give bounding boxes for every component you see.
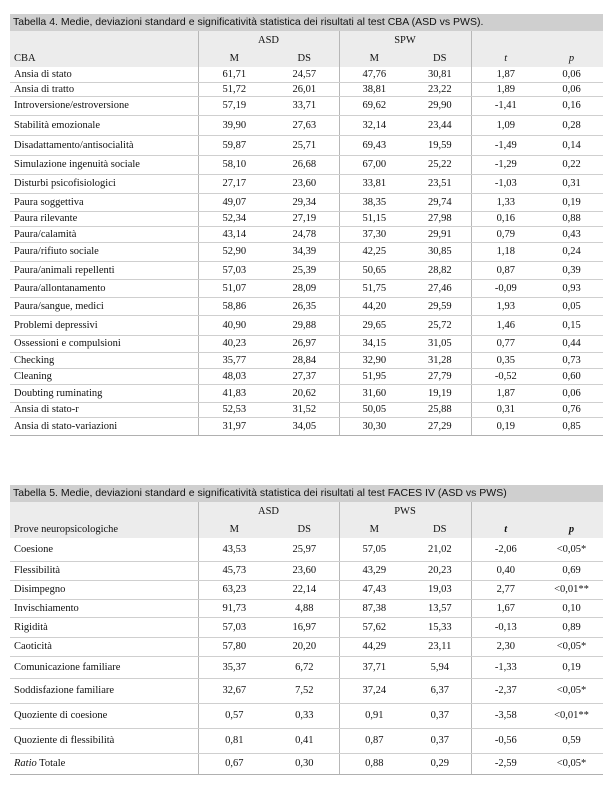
cell-m-group2: 33,81 [339, 174, 409, 193]
cell-ds-group2: 29,74 [409, 193, 471, 211]
cell-ds-asd: 7,52 [270, 678, 339, 703]
table-5-group-header [10, 502, 603, 521]
cell-m-asd: 58,86 [198, 297, 270, 315]
row-label: Paura/calamità [10, 226, 198, 242]
row-label: Rigidità [10, 617, 198, 637]
cell-ds-asd: 28,84 [270, 352, 339, 368]
table-5-caption: Tabella 5. Medie, deviazioni standard e significatività statistica dei risultati al test FACES IV (ASD vs PWS) [10, 485, 603, 502]
table-5-column-header [10, 521, 603, 538]
cell-t: 0,40 [471, 561, 540, 580]
cell-m-group2: 57,05 [339, 538, 409, 561]
table-row [10, 678, 603, 703]
cell-t: 0,19 [471, 417, 540, 435]
cell-ds-group2: 15,33 [409, 617, 471, 637]
cell-p: <0,05* [540, 637, 603, 656]
cell-ds-asd: 23,60 [270, 561, 339, 580]
row-label: Paura/sangue, medici [10, 297, 198, 315]
row-label: Doubting ruminating [10, 384, 198, 402]
row-label: Paura/rifiuto sociale [10, 242, 198, 261]
row-label: Simulazione ingenuità sociale [10, 155, 198, 174]
cell-m-asd: 45,73 [198, 561, 270, 580]
cell-ds-asd: 34,39 [270, 242, 339, 261]
cell-t: -1,49 [471, 135, 540, 155]
col-m-header: M [198, 50, 270, 67]
cell-ds-group2: 27,46 [409, 279, 471, 297]
row-label: Quoziente di coesione [10, 703, 198, 728]
cell-t: -0,13 [471, 617, 540, 637]
cell-p: 0,69 [540, 561, 603, 580]
table-row [10, 561, 603, 580]
cell-p: <0,05* [540, 538, 603, 561]
col-m-header: M [339, 521, 409, 538]
cell-ds-asd: 27,37 [270, 368, 339, 384]
cell-m-group2: 30,30 [339, 417, 409, 435]
cell-m-asd: 57,19 [198, 96, 270, 115]
cell-t: 1,18 [471, 242, 540, 261]
row-label: Stabilità emozionale [10, 115, 198, 135]
cell-ds-asd: 0,33 [270, 703, 339, 728]
col-ds-header: DS [270, 521, 339, 538]
cell-m-group2: 29,65 [339, 315, 409, 335]
cell-p: 0,93 [540, 279, 603, 297]
table-row [10, 193, 603, 211]
cell-p: 0,14 [540, 135, 603, 155]
cell-ds-asd: 16,97 [270, 617, 339, 637]
cell-p: 0,88 [540, 211, 603, 226]
cell-ds-asd: 20,20 [270, 637, 339, 656]
table-row [10, 67, 603, 82]
cell-p: 0,59 [540, 728, 603, 753]
cell-m-group2: 57,62 [339, 617, 409, 637]
cell-m-group2: 47,43 [339, 580, 409, 599]
table-row [10, 115, 603, 135]
col-t-header: t [471, 521, 540, 538]
table-row [10, 211, 603, 226]
cell-m-group2: 0,87 [339, 728, 409, 753]
cell-t: 2,77 [471, 580, 540, 599]
cell-t: -1,03 [471, 174, 540, 193]
cell-ds-group2: 23,44 [409, 115, 471, 135]
table-row [10, 96, 603, 115]
row-label: Soddisfazione familiare [10, 678, 198, 703]
table-4-body [10, 67, 603, 435]
row-label: Ansia di stato [10, 67, 198, 82]
cell-ds-group2: 5,94 [409, 656, 471, 678]
cell-m-asd: 52,34 [198, 211, 270, 226]
row-label: Cleaning [10, 368, 198, 384]
cell-ds-asd: 25,71 [270, 135, 339, 155]
cell-ds-group2: 25,72 [409, 315, 471, 335]
cell-m-group2: 38,81 [339, 82, 409, 96]
cell-t: 0,79 [471, 226, 540, 242]
row-label: Disadattamento/antisocialità [10, 135, 198, 155]
cell-p: 0,28 [540, 115, 603, 135]
cell-m-group2: 51,95 [339, 368, 409, 384]
cell-ds-group2: 30,85 [409, 242, 471, 261]
cell-ds-group2: 19,19 [409, 384, 471, 402]
cell-m-group2: 51,75 [339, 279, 409, 297]
cell-m-asd: 57,80 [198, 637, 270, 656]
row-label: Caoticità [10, 637, 198, 656]
row-label: Paura rilevante [10, 211, 198, 226]
row-label: Introversione/estroversione [10, 96, 198, 115]
cell-m-group2: 50,65 [339, 261, 409, 279]
cell-m-asd: 0,57 [198, 703, 270, 728]
row-label [10, 753, 198, 774]
table-row [10, 174, 603, 193]
cell-t: -1,41 [471, 96, 540, 115]
cell-m-group2: 37,24 [339, 678, 409, 703]
first-col-header: Prove neuropsicologiche [10, 521, 198, 538]
row-label: Disturbi psicofisiologici [10, 174, 198, 193]
table-row [10, 242, 603, 261]
cell-ds-asd: 26,01 [270, 82, 339, 96]
cell-ds-group2: 29,91 [409, 226, 471, 242]
cell-p: <0,05* [540, 678, 603, 703]
cell-p: 0,10 [540, 599, 603, 617]
cell-m-group2: 38,35 [339, 193, 409, 211]
col-ds-header: DS [409, 50, 471, 67]
cell-p: 0,85 [540, 417, 603, 435]
cell-ds-asd: 0,30 [270, 753, 339, 774]
row-label: Quoziente di flessibilità [10, 728, 198, 753]
cell-m-asd: 0,81 [198, 728, 270, 753]
cell-p: 0,19 [540, 193, 603, 211]
row-label: Problemi depressivi [10, 315, 198, 335]
cell-m-asd: 59,87 [198, 135, 270, 155]
table-row [10, 402, 603, 417]
cell-m-asd: 63,23 [198, 580, 270, 599]
cell-t: 1,93 [471, 297, 540, 315]
cell-ds-asd: 24,57 [270, 67, 339, 82]
cell-t: -0,09 [471, 279, 540, 297]
table-row [10, 538, 603, 561]
cell-ds-asd: 22,14 [270, 580, 339, 599]
cell-m-asd: 49,07 [198, 193, 270, 211]
cell-ds-asd: 26,97 [270, 335, 339, 352]
cell-ds-group2: 0,37 [409, 703, 471, 728]
row-label: Ossessioni e compulsioni [10, 335, 198, 352]
table-row [10, 155, 603, 174]
row-label: Paura/animali repellenti [10, 261, 198, 279]
cell-ds-asd: 4,88 [270, 599, 339, 617]
cell-p: 0,44 [540, 335, 603, 352]
cell-p: 0,39 [540, 261, 603, 279]
cell-t: 0,77 [471, 335, 540, 352]
cell-t: 1,87 [471, 67, 540, 82]
cell-t: 2,30 [471, 637, 540, 656]
cell-m-asd: 51,72 [198, 82, 270, 96]
cell-ds-asd: 20,62 [270, 384, 339, 402]
cell-ds-group2: 27,29 [409, 417, 471, 435]
cell-ds-group2: 29,90 [409, 96, 471, 115]
cell-m-group2: 32,90 [339, 352, 409, 368]
cell-t: 0,31 [471, 402, 540, 417]
cell-ds-asd: 27,19 [270, 211, 339, 226]
col-ds-header: DS [409, 521, 471, 538]
cell-p: 0,16 [540, 96, 603, 115]
group-spw-header: SPW [339, 31, 471, 50]
table-row [10, 384, 603, 402]
cell-t: -2,06 [471, 538, 540, 561]
row-label: Flessibilità [10, 561, 198, 580]
cell-m-group2: 69,62 [339, 96, 409, 115]
cell-t: 1,67 [471, 599, 540, 617]
cell-m-asd: 35,37 [198, 656, 270, 678]
row-label: Invischiamento [10, 599, 198, 617]
cell-m-group2: 0,91 [339, 703, 409, 728]
cell-m-asd: 58,10 [198, 155, 270, 174]
cell-ds-asd: 31,52 [270, 402, 339, 417]
cell-p: 0,06 [540, 82, 603, 96]
cell-m-asd: 39,90 [198, 115, 270, 135]
group-pws-header: PWS [339, 502, 471, 521]
cell-ds-group2: 29,59 [409, 297, 471, 315]
cell-ds-group2: 27,79 [409, 368, 471, 384]
cell-m-group2: 69,43 [339, 135, 409, 155]
col-t-header: t [471, 50, 540, 67]
table-4-group-header [10, 31, 603, 50]
cell-m-group2: 42,25 [339, 242, 409, 261]
cell-ds-asd: 28,09 [270, 279, 339, 297]
cell-ds-group2: 13,57 [409, 599, 471, 617]
cell-t: -1,33 [471, 656, 540, 678]
cell-ds-group2: 6,37 [409, 678, 471, 703]
cell-ds-group2: 23,11 [409, 637, 471, 656]
cell-t: -1,29 [471, 155, 540, 174]
table-4-column-header [10, 50, 603, 67]
stats-group-header [471, 31, 603, 50]
cell-ds-group2: 0,29 [409, 753, 471, 774]
cell-m-asd: 40,90 [198, 315, 270, 335]
cell-m-asd: 41,83 [198, 384, 270, 402]
cell-m-asd: 27,17 [198, 174, 270, 193]
row-label-rest: Totale [36, 758, 66, 769]
table-row [10, 417, 603, 435]
cell-ds-group2: 31,05 [409, 335, 471, 352]
cell-p: 0,76 [540, 402, 603, 417]
cell-t: -3,58 [471, 703, 540, 728]
cell-ds-asd: 34,05 [270, 417, 339, 435]
cell-m-group2: 34,15 [339, 335, 409, 352]
table-row [10, 580, 603, 599]
cell-m-asd: 31,97 [198, 417, 270, 435]
table-row [10, 261, 603, 279]
table-row [10, 82, 603, 96]
cell-m-group2: 0,88 [339, 753, 409, 774]
table-row [10, 226, 603, 242]
cell-ds-group2: 30,81 [409, 67, 471, 82]
cell-m-asd: 43,53 [198, 538, 270, 561]
cell-ds-group2: 20,23 [409, 561, 471, 580]
row-label: Paura/allontanamento [10, 279, 198, 297]
cell-m-group2: 67,00 [339, 155, 409, 174]
cell-ds-asd: 26,68 [270, 155, 339, 174]
cell-m-asd: 91,73 [198, 599, 270, 617]
col-p-header: p [540, 521, 603, 538]
cell-m-group2: 87,38 [339, 599, 409, 617]
table-5 [10, 502, 603, 775]
cell-t: 0,87 [471, 261, 540, 279]
cell-ds-asd: 25,39 [270, 261, 339, 279]
table-row [10, 656, 603, 678]
cell-ds-group2: 27,98 [409, 211, 471, 226]
row-label: Coesione [10, 538, 198, 561]
table-4-caption: Tabella 4. Medie, deviazioni standard e significatività statistica dei risultati al test CBA (ASD vs PWS). [10, 14, 603, 31]
cell-p: <0,05* [540, 753, 603, 774]
cell-ds-asd: 23,60 [270, 174, 339, 193]
cell-t: 1,89 [471, 82, 540, 96]
cell-ds-asd: 26,35 [270, 297, 339, 315]
cell-p: 0,15 [540, 315, 603, 335]
row-label-italic: Ratio [14, 758, 37, 769]
cell-p: 0,19 [540, 656, 603, 678]
table-5-corner [10, 502, 198, 521]
row-label: Ansia di stato-r [10, 402, 198, 417]
row-label: Paura soggettiva [10, 193, 198, 211]
cell-p: 0,60 [540, 368, 603, 384]
col-ds-header: DS [270, 50, 339, 67]
cell-m-asd: 35,77 [198, 352, 270, 368]
group-asd-header: ASD [198, 31, 339, 50]
cell-m-group2: 47,76 [339, 67, 409, 82]
cell-ds-group2: 21,02 [409, 538, 471, 561]
cell-m-group2: 51,15 [339, 211, 409, 226]
table-row [10, 617, 603, 637]
row-label: Comunicazione familiare [10, 656, 198, 678]
cell-m-group2: 50,05 [339, 402, 409, 417]
cell-p: <0,01** [540, 703, 603, 728]
table-row [10, 352, 603, 368]
cell-ds-asd: 24,78 [270, 226, 339, 242]
cell-m-group2: 44,20 [339, 297, 409, 315]
col-p-header: p [540, 50, 603, 67]
cell-t: 0,16 [471, 211, 540, 226]
row-label: Disimpegno [10, 580, 198, 599]
cell-t: -0,56 [471, 728, 540, 753]
table-row [10, 728, 603, 753]
cell-m-asd: 40,23 [198, 335, 270, 352]
cell-t: -2,59 [471, 753, 540, 774]
cell-m-asd: 57,03 [198, 617, 270, 637]
cell-p: 0,89 [540, 617, 603, 637]
table-row [10, 279, 603, 297]
cell-t: 0,35 [471, 352, 540, 368]
cell-p: 0,22 [540, 155, 603, 174]
cell-m-group2: 31,60 [339, 384, 409, 402]
cell-m-asd: 52,90 [198, 242, 270, 261]
cell-m-asd: 48,03 [198, 368, 270, 384]
stats-group-header [471, 502, 603, 521]
table-row [10, 297, 603, 315]
cell-m-group2: 44,29 [339, 637, 409, 656]
table-row [10, 368, 603, 384]
table-row [10, 335, 603, 352]
cell-m-group2: 32,14 [339, 115, 409, 135]
cell-m-asd: 51,07 [198, 279, 270, 297]
cell-m-asd: 32,67 [198, 678, 270, 703]
cell-m-group2: 37,30 [339, 226, 409, 242]
table-row [10, 753, 603, 774]
cell-m-group2: 43,29 [339, 561, 409, 580]
row-label: Ansia di stato-variazioni [10, 417, 198, 435]
cell-t: -0,52 [471, 368, 540, 384]
table-4-corner [10, 31, 198, 50]
cell-p: 0,06 [540, 67, 603, 82]
row-label: Ansia di tratto [10, 82, 198, 96]
cell-ds-asd: 33,71 [270, 96, 339, 115]
cell-p: 0,24 [540, 242, 603, 261]
cell-ds-asd: 27,63 [270, 115, 339, 135]
table-5-block [10, 485, 603, 775]
cell-ds-group2: 25,22 [409, 155, 471, 174]
row-label: Checking [10, 352, 198, 368]
cell-m-group2: 37,71 [339, 656, 409, 678]
cell-p: 0,06 [540, 384, 603, 402]
cell-p: 0,31 [540, 174, 603, 193]
table-row [10, 315, 603, 335]
cell-t: 1,46 [471, 315, 540, 335]
cell-t: -2,37 [471, 678, 540, 703]
cell-ds-group2: 19,59 [409, 135, 471, 155]
cell-ds-group2: 23,22 [409, 82, 471, 96]
cell-p: 0,43 [540, 226, 603, 242]
cell-t: 1,09 [471, 115, 540, 135]
cell-m-asd: 61,71 [198, 67, 270, 82]
cell-m-asd: 43,14 [198, 226, 270, 242]
table-4 [10, 31, 603, 436]
cell-p: 0,05 [540, 297, 603, 315]
cell-m-asd: 52,53 [198, 402, 270, 417]
col-m-header: M [198, 521, 270, 538]
cell-p: <0,01** [540, 580, 603, 599]
cell-ds-group2: 19,03 [409, 580, 471, 599]
group-asd-header: ASD [198, 502, 339, 521]
table-4-block [10, 14, 603, 436]
cell-ds-asd: 29,34 [270, 193, 339, 211]
table-row [10, 637, 603, 656]
table-row [10, 703, 603, 728]
cell-t: 1,33 [471, 193, 540, 211]
cell-ds-asd: 29,88 [270, 315, 339, 335]
col-m-header: M [339, 50, 409, 67]
cell-ds-asd: 6,72 [270, 656, 339, 678]
table-5-body [10, 538, 603, 774]
cell-ds-asd: 0,41 [270, 728, 339, 753]
cell-ds-group2: 23,51 [409, 174, 471, 193]
cell-m-asd: 57,03 [198, 261, 270, 279]
cell-ds-asd: 25,97 [270, 538, 339, 561]
cell-p: 0,73 [540, 352, 603, 368]
cell-ds-group2: 0,37 [409, 728, 471, 753]
table-row [10, 135, 603, 155]
table-row [10, 599, 603, 617]
cell-ds-group2: 28,82 [409, 261, 471, 279]
first-col-header: CBA [10, 50, 198, 67]
cell-m-asd: 0,67 [198, 753, 270, 774]
cell-ds-group2: 31,28 [409, 352, 471, 368]
cell-t: 1,87 [471, 384, 540, 402]
cell-ds-group2: 25,88 [409, 402, 471, 417]
